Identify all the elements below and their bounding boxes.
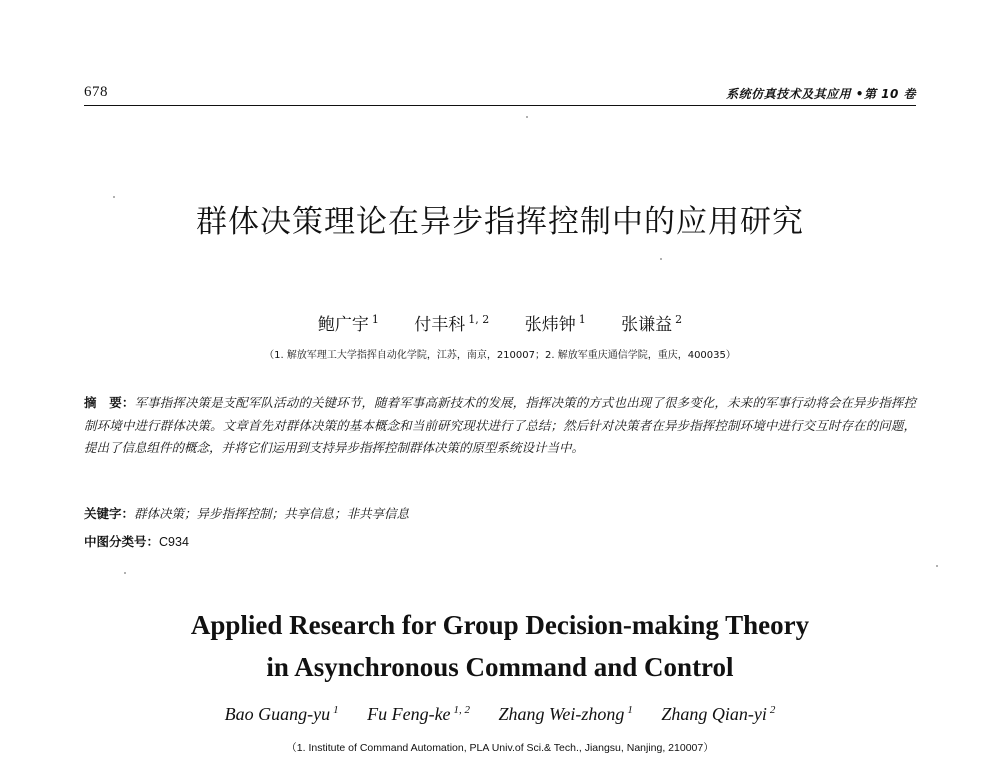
author-affil-mark: 2: [675, 313, 683, 326]
scan-speck: [113, 196, 115, 198]
author-affil-mark: 1: [578, 313, 586, 326]
chinese-author: [621, 315, 682, 335]
english-title-line-1: Applied Research for Group Decision-making Theory: [190, 610, 810, 640]
author-name: 张谦益: [621, 315, 673, 335]
scan-speck: [124, 572, 126, 574]
author-affil-mark: 1, 2: [453, 704, 471, 716]
scan-speck: [936, 565, 938, 567]
english-author: [225, 704, 339, 724]
keywords-label: 关键字：: [84, 506, 135, 521]
author-name: 鲍广宇: [317, 315, 369, 335]
clc-value: C934: [159, 535, 189, 549]
abstract-text: 军事指挥决策是支配军队活动的关键环节，随着军事高新技术的发展，指挥决策的方式也出现了很多变化，未来的军事行动将会在异步指挥控制环境中进行群体决策。文章首先对群体决策的基本概念和当前研究现状进行了总结；然后针对决策者在异步指挥控制环境中进行交互时存在的问题，提出了信息组件的概念，并将它们运用到支持异步指挥控制群体决策的原型系统设计当中。: [84, 395, 916, 455]
english-author: [499, 704, 633, 724]
chinese-title: 群体决策理论在异步指挥控制中的应用研究: [196, 204, 804, 240]
author-name: 张炜钟: [524, 315, 576, 335]
english-title-line-2: in Asynchronous Command and Control: [266, 652, 734, 682]
clc-label: 中图分类号：: [84, 534, 160, 549]
author-affil-mark: 1: [371, 313, 379, 326]
abstract-label: 摘 要：: [84, 395, 135, 410]
page-number: 678: [84, 84, 108, 100]
scan-speck: [526, 116, 528, 118]
chinese-author: [414, 315, 489, 335]
author-name: 付丰科: [414, 315, 466, 335]
clc-number: [84, 532, 189, 550]
english-author: [661, 704, 775, 724]
author-affil-mark: 1: [627, 704, 633, 716]
author-affil-mark: 1, 2: [468, 313, 490, 326]
english-affiliation: （1. Institute of Command Automation, PLA Univ.of Sci.& Tech., Jiangsu, Nanjing, 210007）: [286, 742, 714, 754]
chinese-author: [318, 315, 379, 335]
keywords-text: 群体决策；异步指挥控制；共享信息；非共享信息: [134, 506, 410, 521]
keywords: [84, 504, 409, 522]
author-name: Zhang Wei-zhong: [498, 704, 625, 724]
english-title: [0, 604, 1000, 688]
author-affil-mark: 1: [333, 704, 339, 716]
author-name: Bao Guang-yu: [224, 704, 331, 724]
english-authors: [0, 704, 1000, 725]
header-rule: [84, 105, 916, 106]
scan-speck: [660, 258, 662, 260]
author-name: Fu Feng-ke: [367, 704, 451, 724]
abstract: [84, 392, 916, 460]
running-header: [84, 84, 916, 106]
chinese-authors: [0, 310, 1000, 335]
chinese-author: [525, 315, 586, 335]
english-author: [367, 704, 470, 724]
author-name: Zhang Qian-yi: [661, 704, 767, 724]
journal-info: 系统仿真技术及其应用 •第 10 卷: [726, 87, 916, 101]
chinese-affiliation: （1. 解放军理工大学指挥自动化学院，江苏，南京，210007；2. 解放军重庆通信学院，重庆，400035）: [264, 350, 736, 361]
author-affil-mark: 2: [769, 704, 776, 716]
